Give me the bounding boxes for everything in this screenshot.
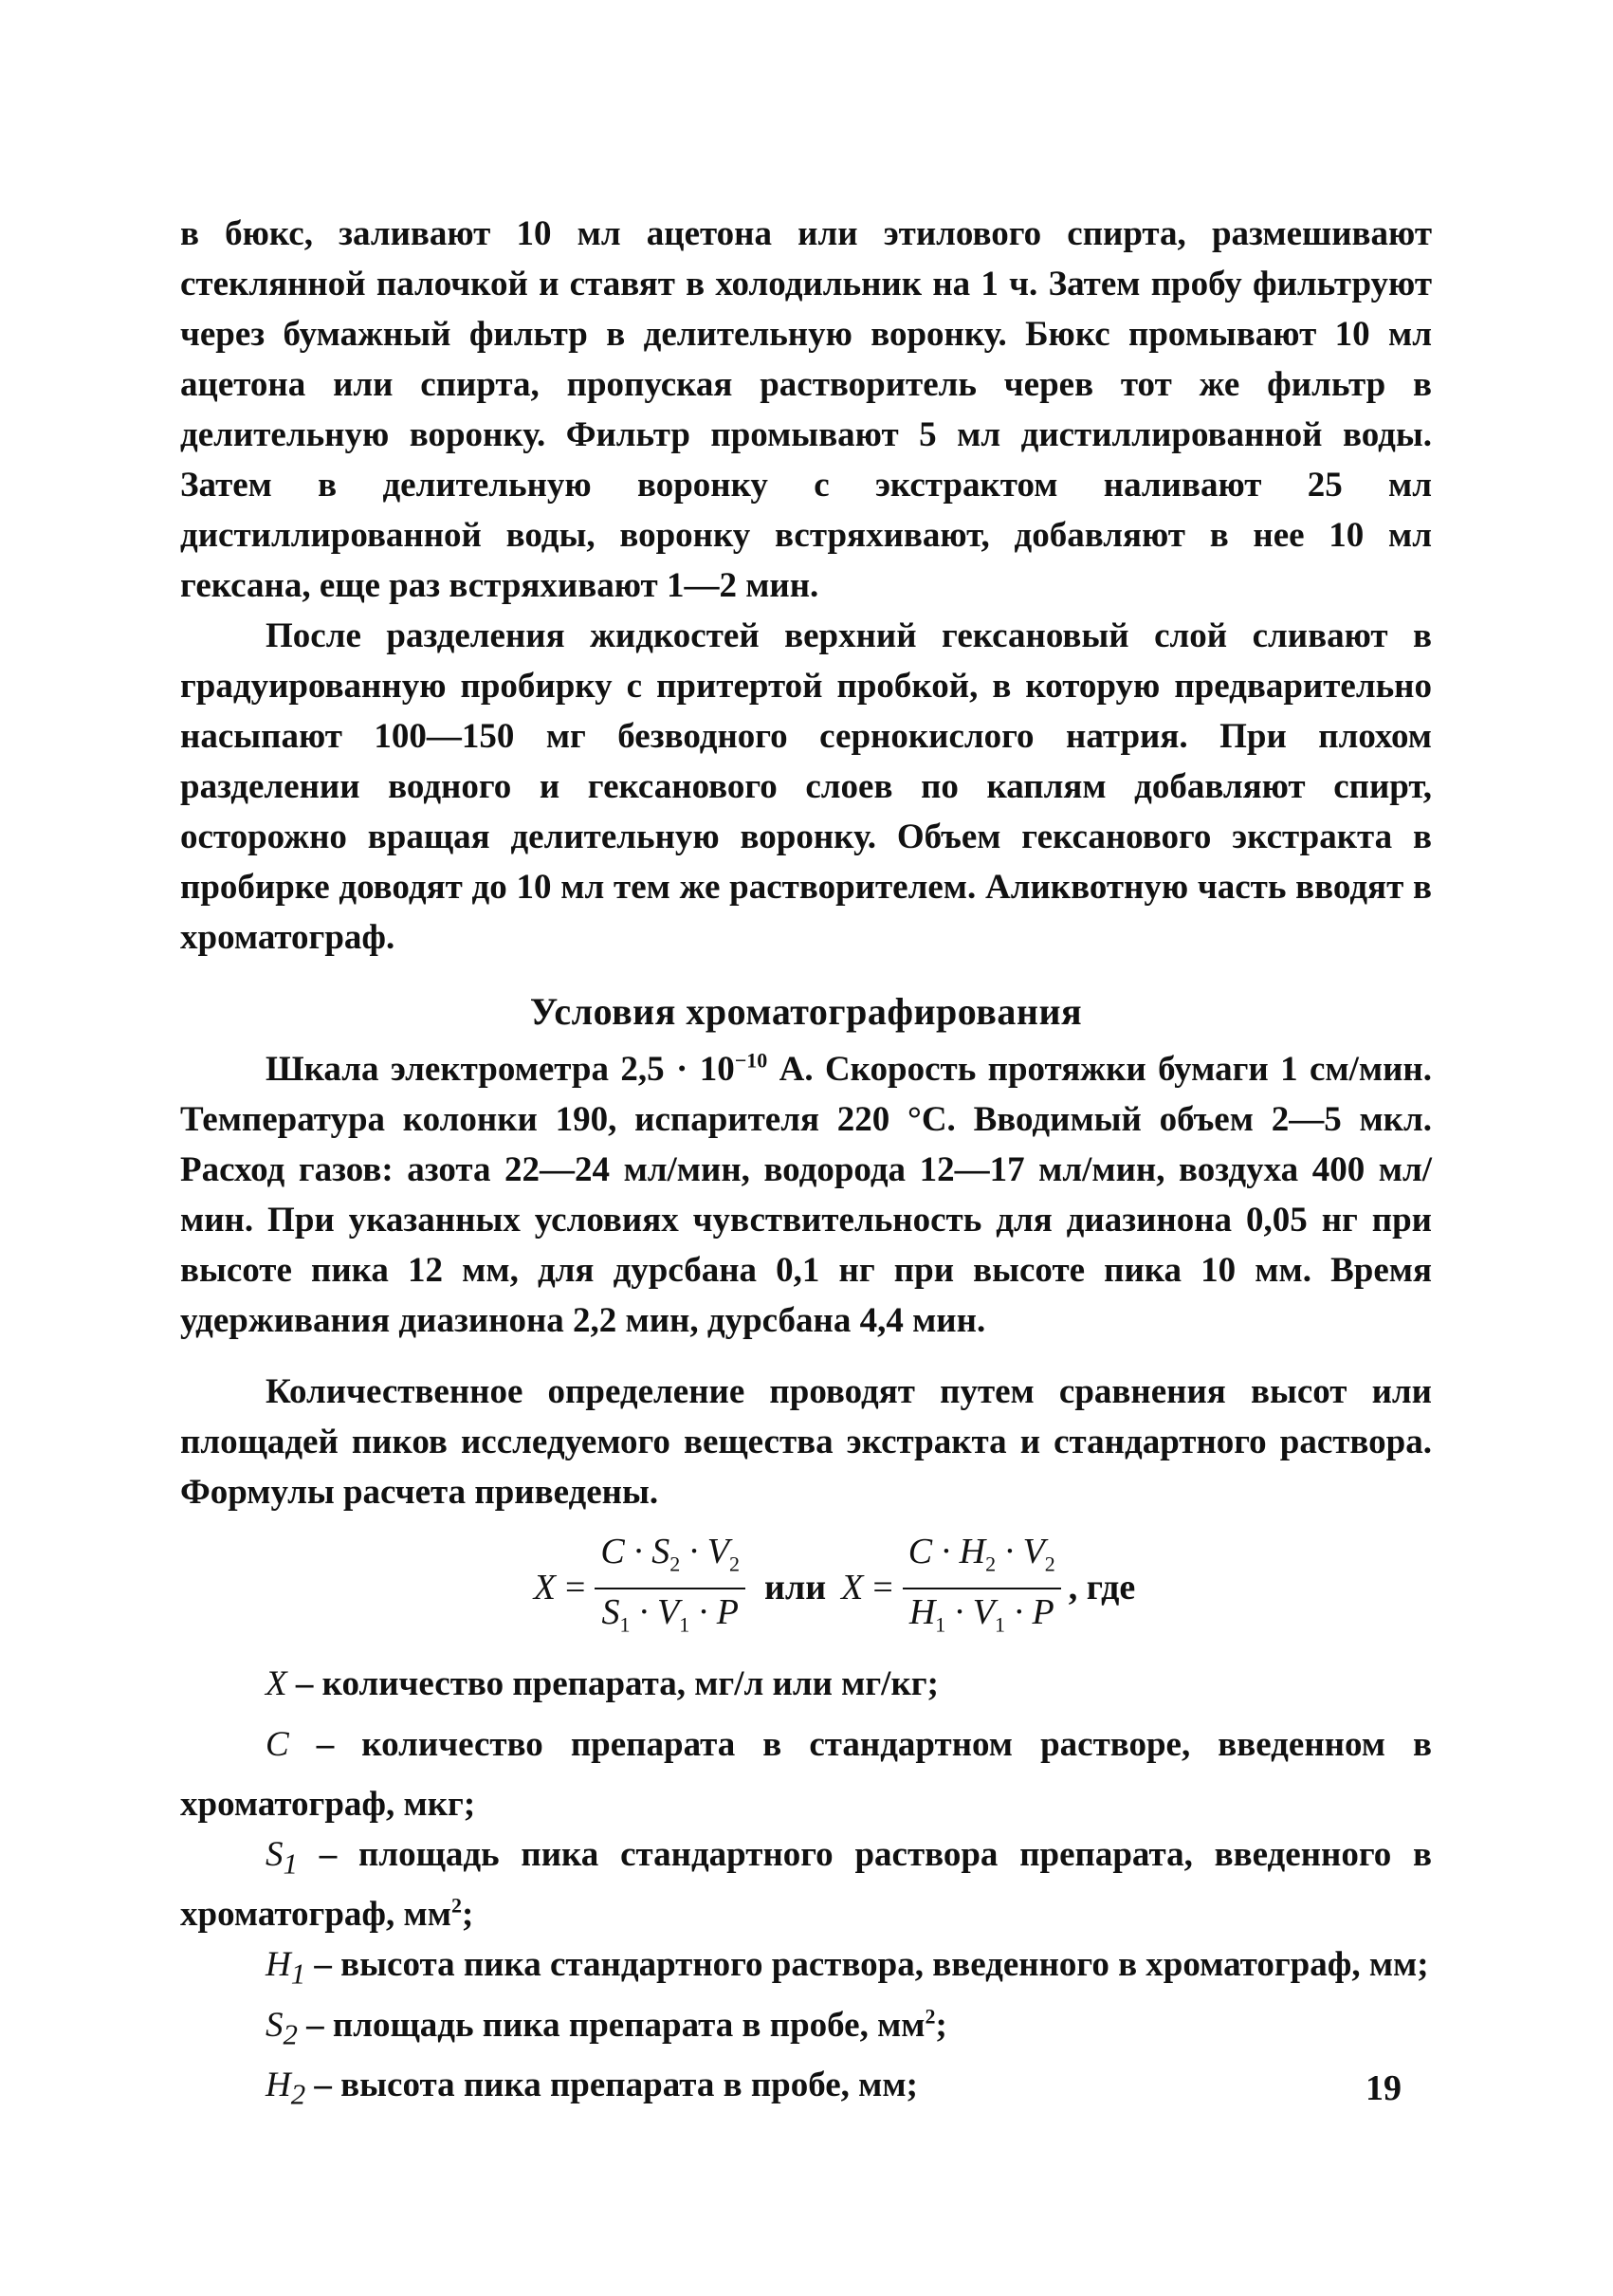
formula-equals-1: = (564, 1568, 586, 1608)
formula-lhs-1: X (533, 1568, 556, 1608)
definition-item: $S_1$ – площадь пика стандартного раствора препарата, введенного в хроматограф, $мм^2$; (180, 1834, 1432, 1935)
fraction-height-numerator: $C \cdot H_2 \cdot V_2$ (903, 1531, 1061, 1589)
definition-item: X – количество препарата, мг/л или мг/кг; (266, 1664, 939, 1704)
formula-or-word: или (764, 1568, 827, 1608)
section-heading: Условия хроматографирования (529, 990, 1083, 1033)
page-content (180, 209, 1432, 2121)
conditions-after: А. Скорость протяжки бумаги 1 см/мин. Температура колонки 190, испарителя 220 °С. Вводимый объем 2—5 мкл. Расход газов: азота 22—24 мл/мин, водорода 12—17 мл/мин, воздуха 400 мл/мин. При указанных условиях чувствительность для диазинона 0,05 нг при высоте пика 12 мм, для дурсбана 0,1 нг при высоте пика 10 мм. Время удерживания диазинона 2,2 мин, дурсбана 4,4 мин. (180, 1050, 1432, 1340)
fraction-area-denominator: $S_1 \cdot V_1 \cdot P$ (601, 1591, 739, 1637)
conditions-exponent: −10 (734, 1048, 768, 1073)
definition-item: $H_1$ – высота пика стандартного раствора, введенного в хроматограф, мм; (266, 1945, 1429, 1991)
page-number: 19 (1366, 2068, 1402, 2108)
conditions-before: Шкала электрометра 2,5 · 10 (266, 1050, 735, 1089)
calculation-formula (180, 1531, 1432, 1645)
formula-tail: , где (1068, 1568, 1136, 1608)
definition-item: $S_2$ – площадь пика препарата в пробе, $мм^2$; (266, 2004, 947, 2051)
formula-lhs-2: X (841, 1568, 864, 1608)
formula-fraction-area (595, 1531, 745, 1645)
definition-item: C – количество препарата в стандартном растворе, введенном в хроматограф, мкг; (180, 1724, 1432, 1824)
definition-item: $H_2$ – высота пика препарата в пробе, мм; (266, 2066, 918, 2111)
variable-definitions (180, 1659, 1432, 2120)
paragraph-conditions (180, 1044, 1432, 1346)
fraction-area-numerator: $C \cdot S_2 \cdot V_2$ (595, 1531, 745, 1589)
paragraph-quantitative: Количественное определение проводят путем сравнения высот или площадей пиков исследуемого вещества экстракта и стандартного раствора. Формулы расчета приведены. (180, 1372, 1432, 1512)
paragraph-sample-prep: в бюкс, заливают 10 мл ацетона или этилового спирта, размешивают стеклянной палочкой и ставят в холодильник на 1 ч. Затем пробу фильтруют через бумажный фильтр в делительную воронку. Бюкс промывают 10 мл ацетона или спирта, пропуская растворитель черев тот же фильтр в делительную воронку. Фильтр промывают 5 мл дистиллированной воды. Затем в делительную воронку с экстрактом наливают 25 мл дистиллированной воды, воронку встряхивают, добавляют в нее 10 мл гексана, еще раз встряхивают 1—2 мин. (180, 214, 1432, 605)
fraction-height-denominator: $H_1 \cdot V_1 \cdot P$ (908, 1591, 1054, 1637)
paragraph-separation: После разделения жидкостей верхний гексановый слой сливают в градуированную пробирку с притертой пробкой, в которую предварительно насыпают 100—150 мг безводного сернокислого натрия. При плохом разделении водного и гексанового слоев по каплям добавляют спирт, осторожно вращая делительную воронку. Объем гексанового экстракта в пробирке доводят до 10 мл тем же растворителем. Аликвотную часть вводят в хроматограф. (180, 616, 1432, 957)
formula-fraction-height (903, 1531, 1061, 1645)
formula-equals-2: = (872, 1568, 893, 1608)
